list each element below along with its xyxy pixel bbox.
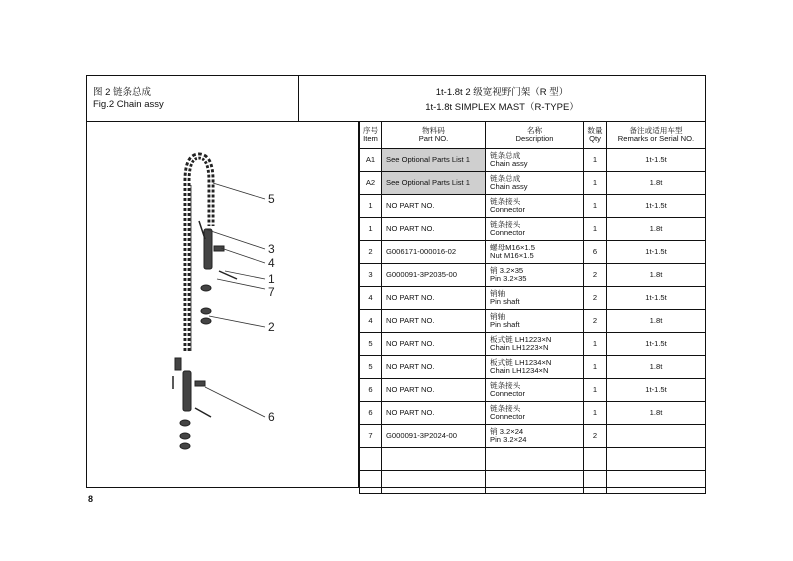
cell-qty: 2 [584,287,607,310]
cell-qty: 1 [584,402,607,425]
table-row [360,448,706,471]
page-number: 8 [88,494,94,504]
cell-description: 销 3.2×35 Pin 3.2×35 [486,264,584,287]
cell-qty [584,448,607,471]
cell-remarks: 1.8t [607,264,706,287]
callout-5: 5 [268,192,275,206]
cell-part-no: NO PART NO. [382,402,486,425]
cell-part-no: NO PART NO. [382,310,486,333]
cell-qty: 2 [584,264,607,287]
cell-item: 3 [360,264,382,287]
col-header-part: 物料码 Part NO. [382,122,486,149]
table-row [360,379,706,402]
figure-title-en: Fig.2 Chain assy [93,99,164,110]
model-title-cell [299,76,705,121]
table-row [360,310,706,333]
cell-part-no: G000091-3P2035-00 [382,264,486,287]
table-row [360,333,706,356]
cell-qty: 1 [584,379,607,402]
cell-description: 链条总成 Chain assy [486,149,584,172]
figure-title-cell [87,76,299,121]
page-frame [86,75,706,488]
col-header-item: 序号 Item [360,122,382,149]
col-header-remarks: 备注或适用车型 Remarks or Serial NO. [607,122,706,149]
cell-item: 7 [360,425,382,448]
cell-item: 1 [360,218,382,241]
cell-description: 销轴 Pin shaft [486,287,584,310]
col-header-qty: 数量 Qty [584,122,607,149]
table-row [360,218,706,241]
table-row [360,264,706,287]
cell-remarks [607,471,706,494]
leader-lines [205,183,265,417]
table-row [360,425,706,448]
cell-item: A1 [360,149,382,172]
cell-remarks: 1.8t [607,402,706,425]
callout-4: 4 [268,256,275,270]
table-row [360,241,706,264]
cell-part-no: See Optional Parts List 1 [382,172,486,195]
cell-part-no: NO PART NO. [382,333,486,356]
cell-item: 5 [360,356,382,379]
cell-item: 4 [360,310,382,333]
cell-part-no [382,471,486,494]
cell-part-no: G006171-000016-02 [382,241,486,264]
table-header-row [360,122,706,149]
figure-title-cn: 图 2 链条总成 [93,87,152,98]
cell-remarks: 1t-1.5t [607,333,706,356]
cell-qty: 1 [584,172,607,195]
cell-item: A2 [360,172,382,195]
cell-part-no: See Optional Parts List 1 [382,149,486,172]
header [87,76,705,122]
cell-part-no: NO PART NO. [382,195,486,218]
cell-qty: 2 [584,425,607,448]
cell-qty [584,471,607,494]
cell-remarks: 1t-1.5t [607,241,706,264]
cell-qty: 1 [584,218,607,241]
cell-description [486,448,584,471]
cell-qty: 2 [584,310,607,333]
table-row [360,471,706,494]
callout-2: 2 [268,320,275,334]
cell-remarks: 1t-1.5t [607,287,706,310]
cell-description: 销 3.2×24 Pin 3.2×24 [486,425,584,448]
cell-item: 2 [360,241,382,264]
cell-description: 板式链 LH1234×N Chain LH1234×N [486,356,584,379]
cell-part-no: NO PART NO. [382,379,486,402]
cell-remarks [607,425,706,448]
cell-part-no: G000091-3P2024-00 [382,425,486,448]
parts-table-wrapper [359,121,705,494]
cell-qty: 1 [584,195,607,218]
cell-description: 板式链 LH1223×N Chain LH1223×N [486,333,584,356]
cell-remarks [607,448,706,471]
cell-remarks: 1t-1.5t [607,195,706,218]
cell-item [360,448,382,471]
cell-item: 6 [360,379,382,402]
cell-description [486,471,584,494]
cell-part-no: NO PART NO. [382,218,486,241]
table-row [360,402,706,425]
cell-remarks: 1.8t [607,218,706,241]
cell-qty: 6 [584,241,607,264]
cell-remarks: 1.8t [607,356,706,379]
table-row [360,195,706,218]
lower-connector [173,358,211,449]
cell-remarks: 1.8t [607,172,706,195]
cell-description: 链条接头 Connector [486,218,584,241]
cell-description: 链条总成 Chain assy [486,172,584,195]
callout-1: 1 [268,272,275,286]
callout-3: 3 [268,242,275,256]
cell-description: 螺母M16×1.5 Nut M16×1.5 [486,241,584,264]
callout-6: 6 [268,410,275,424]
cell-part-no: NO PART NO. [382,287,486,310]
cell-description: 链条接头 Connector [486,402,584,425]
cell-qty: 1 [584,333,607,356]
cell-item: 4 [360,287,382,310]
model-title-cn: 1t-1.8t 2 级宽视野门架（R 型） [435,87,569,98]
cell-item: 1 [360,195,382,218]
table-row [360,287,706,310]
callout-7: 7 [268,285,275,299]
parts-table [359,121,706,494]
table-row [360,356,706,379]
model-title-en: 1t-1.8t SIMPLEX MAST（R-TYPE） [425,102,579,113]
cell-remarks: 1t-1.5t [607,149,706,172]
cell-qty: 1 [584,149,607,172]
chain-drawing [87,121,358,487]
cell-qty: 1 [584,356,607,379]
cell-remarks: 1.8t [607,310,706,333]
cell-part-no [382,448,486,471]
cell-item [360,471,382,494]
cell-part-no: NO PART NO. [382,356,486,379]
cell-description: 链条接头 Connector [486,379,584,402]
cell-item: 5 [360,333,382,356]
cell-description: 链条接头 Connector [486,195,584,218]
col-header-description: 名称 Description [486,122,584,149]
chain-assembly-diagram [87,121,359,487]
table-row [360,172,706,195]
cell-remarks: 1t-1.5t [607,379,706,402]
table-row [360,149,706,172]
cell-description: 销轴 Pin shaft [486,310,584,333]
cell-item: 6 [360,402,382,425]
